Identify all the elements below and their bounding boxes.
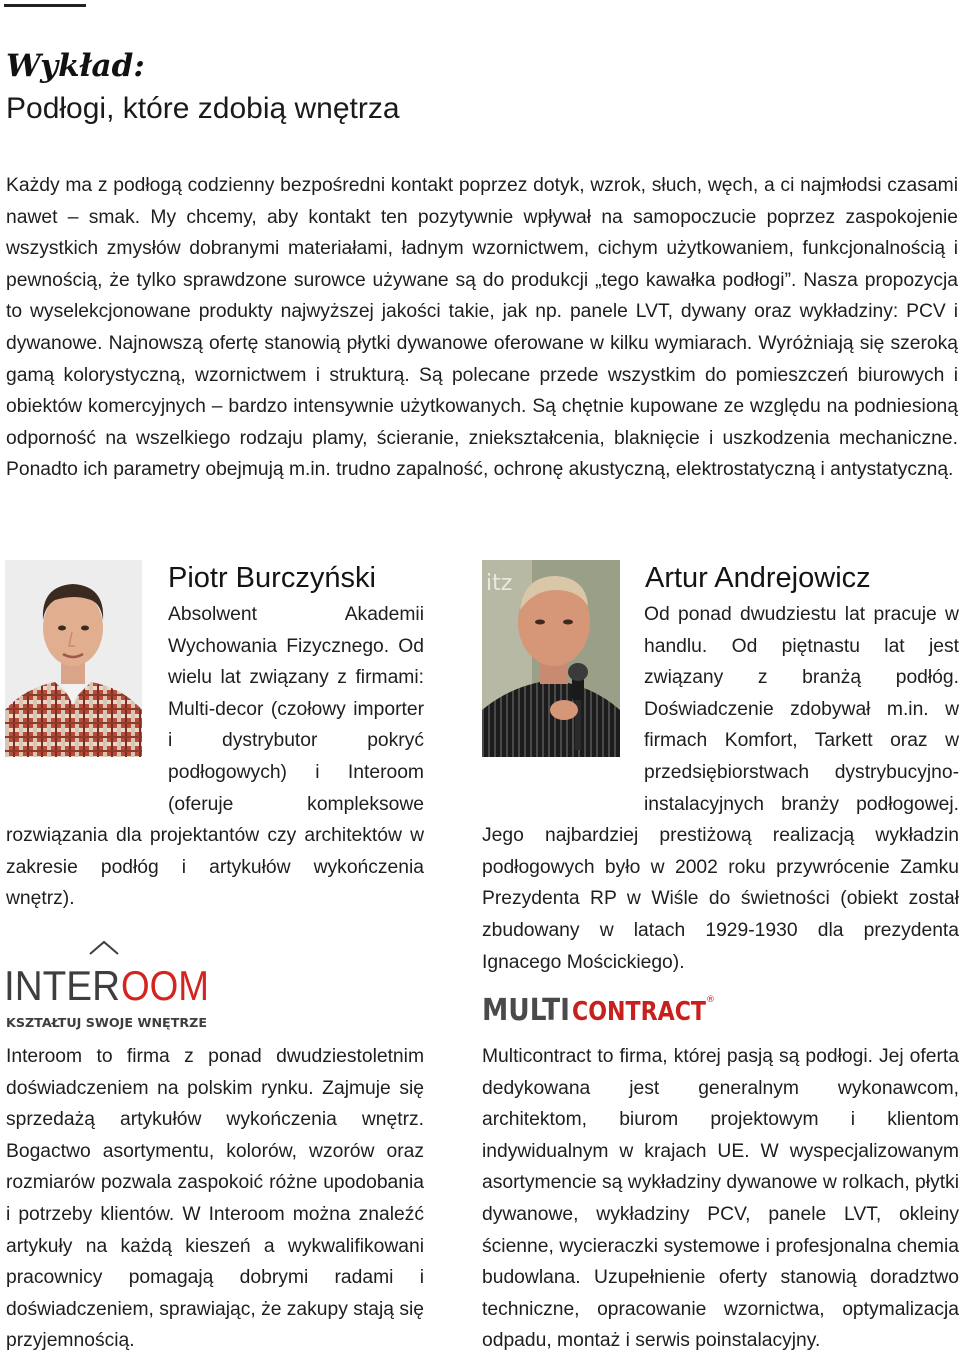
logo-inter: INTER — [4, 962, 120, 1009]
bio-text: Absolwent Akademii Wychowania Fizycznego. Od wielu lat związany z firmami: Multi-decor (czołowy importer i dystrybutor pokryć podłogowych) i Interoom (oferuje kompleksowe rozwiązania dla projektantów czy architektów w zakresie podłóg i artykułów wykończenia wnętrz). — [6, 604, 424, 910]
top-rule — [4, 4, 86, 7]
speaker-bio-piotr — [6, 599, 424, 915]
multicontract-description: Multicontract to firma, której pasją są podłogi. Jej oferta dedykowana jest generalnym wykonawcom, architektom, biurom projektowym i klientom indywidualnym w krajach UE. W wyspecjalizowanym asortymencie są wykładziny dywanowe w rolkach, płytki dywanowe, wykładziny PCV, panele LVT, okleiny ścienne, wycieraczki systemowe i profesjonalna chemia budowlana. Uzupełnienie oferty stanowią doradztwo techniczne, opracowanie wzornictwa, optymalizacja odpadu, montaż i serwis poinstalacyjny. — [482, 1046, 959, 1352]
photo-spacer — [482, 599, 644, 789]
interoom-logo — [4, 940, 209, 1032]
logo-multi: MULTI — [482, 993, 570, 1026]
lecture-kicker: Wykład: — [6, 48, 145, 84]
page-title: Podłogi, które zdobią wnętrza — [6, 92, 400, 125]
logo-contract: CONTRACT — [572, 997, 707, 1026]
speaker-bio-artur — [482, 599, 959, 978]
bio-text: Od ponad dwudziestu lat pracuje w handlu. Od piętnastu lat jest związany z branżą podłóg. Doświadczenie zdobywał m.in. w firmach Komfort, Tarkett oraz w przedsiębiorstwach dystrybucyjno-instalacyjnych branży podłogowej. Jego najbardziej prestiżową realizacją wykładzin podłogowych było w 2002 roku przywrócenie Zamku Prezydenta RP w Wiśle do świetności (obiekt został zbudowany w latach 1929-1930 dla prezydenta Ignacego Mościckiego). — [482, 604, 959, 973]
registered-mark: ® — [706, 995, 714, 1005]
background-writing: itz — [486, 571, 513, 596]
photo-spacer — [6, 599, 168, 789]
logo-tagline: KSZTAŁTUJ SWOJE WNĘTRZE — [6, 1015, 207, 1030]
speaker-name-artur: Artur Andrejowicz — [645, 562, 871, 594]
roof-icon — [90, 942, 118, 954]
speaker-name-piotr: Piotr Burczyński — [168, 562, 376, 594]
logo-oom: OOM — [121, 962, 209, 1009]
intro-text: Każdy ma z podłogą codzienny bezpośredni kontakt poprzez dotyk, wzrok, słuch, węch, a ci najmłodsi czasami nawet – smak. My chcemy, aby kontakt ten pozytywnie wpływał na samopoczucie poprzez zaspokojenie wszystkich zmysłów dobranymi materiałami, ładnym wzornictwem, cichym użytkowaniem, funkcjonalnością i pewnością, że tylko sprawdzone surowce używane są do produkcji „tego kawałka podłogi”. Nasza propozycja to wyselekcjonowane produkty najwyższej jakości takie, jak np. panele LVT, dywany oraz wykładziny: PCV i dywanowe. Najnowszą ofertę stanowią płytki dywanowe oferowane w kilku wymiarach. Wyróżniają się szeroką gamą kolorystyczną, wzornictwem i strukturą. Są polecane przede wszystkim do pomieszczeń biurowych i obiektów komercyjnych – bardzo intensywnie użytkowanych. Są chętnie kupowane ze względu na podniesioną odporność na wszelkiego rodzaju plamy, ścieranie, zniekształcenia, blaknięcie i uszkodzenia mechaniczne. Ponadto ich parametry obejmują m.in. trudno zapalność, ochronę akustyczną, elektrostatyczną i antystatyczną. — [6, 175, 958, 481]
multicontract-logo — [482, 990, 714, 1026]
intro-paragraph — [6, 170, 958, 486]
interoom-description: Interoom to firma z ponad dwudziestoletnim doświadczeniem na polskim rynku. Zajmuje się sprzedażą artykułów wykończenia wnętrz. Bogactwo asortymentu, kolorów, wzorów oraz rozmiarów pozwala zaspokoić różne upodobania i potrzeby klientów. W Interoom można znaleźć artykuły na każdą kieszeń a wykwalifikowani pracownicy pomagają dobrymi radami i doświadczeniem, sprawiając, że zakupy stają się przyjemnością. — [6, 1046, 424, 1352]
